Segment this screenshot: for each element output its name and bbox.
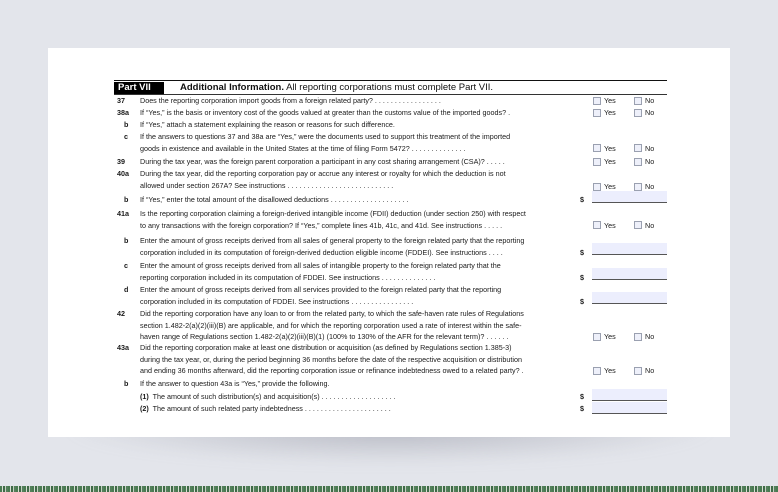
amount-input-41d[interactable] [592,292,667,304]
yes-checkbox[interactable] [593,367,601,375]
yes-checkbox[interactable] [593,183,601,191]
yes-checkbox[interactable] [593,158,601,166]
amount-input-40b[interactable] [592,191,667,203]
no-checkbox[interactable] [634,183,642,191]
question-text: Enter the amount of gross receipts derived from all sales of general property to the foreign related party that the reporting [140,236,525,245]
question-text: section 1.482-2(a)(2)(iii)(B) are applicable, and for which the reporting corporation used a rate of interest within the safe- [140,320,522,330]
yes-no-group: Yes No [593,143,675,155]
no-checkbox[interactable] [634,221,642,229]
question-number: 42 [117,309,125,318]
amount-input-41c[interactable] [592,268,667,280]
yes-no-group: Yes No [593,331,675,343]
question-number: 43a [117,343,129,352]
question-text: during the tax year, or, during the period beginning 36 months before the date of the respective acquisition or distribution [140,354,522,364]
question-text: If the answer to question 43a is “Yes,” provide the following. [140,379,330,388]
yes-no-group: Yes No [593,181,675,193]
no-checkbox[interactable] [634,333,642,341]
question-number: 38a [117,108,129,117]
question-text: to any transactions with the foreign corporation? If “Yes,” complete lines 41b, 41c, and 41d. See instructions . . . . . [140,220,503,230]
yes-checkbox[interactable] [593,221,601,229]
yes-no-group: Yes No [593,156,675,168]
yes-checkbox[interactable] [593,97,601,105]
question-text: During the tax year, did the reporting corporation pay or accrue any interest or royalty for which the deduction is not [140,169,506,178]
yes-checkbox[interactable] [593,144,601,152]
question-number: c [124,132,128,141]
part-header [114,80,667,95]
question-text: corporation included in its computation of foreign-derived deduction eligible income (FDDEI). See instructions . . . . [140,247,503,257]
question-number: 40a [117,169,129,178]
question-text: reporting corporation included in its computation of FDDEI. See instructions . . . . . . . . . . . . . . [140,272,436,282]
yes-no-group: Yes No [593,220,675,232]
question-number: 37 [117,96,125,105]
question-number: b [124,120,129,129]
yes-no-group: Yes No [593,107,675,119]
no-checkbox[interactable] [634,144,642,152]
question-number: c [124,261,128,270]
question-text: allowed under section 267A? See instructions . . . . . . . . . . . . . . . . . . . . . . . . . . . [140,180,394,190]
no-checkbox[interactable] [634,97,642,105]
question-text: goods in existence and available in the United States at the time of filing Form 5472? . . . . . . . . . . . . . . [140,143,466,153]
yes-no-group: Yes No [593,365,675,377]
yes-checkbox[interactable] [593,109,601,117]
question-number: d [124,285,129,294]
question-text: and ending 36 months afterward, did the reporting corporation issue or refinance indebtedness owed to a related party? . [140,366,524,375]
question-text: If “Yes,” attach a statement explaining the reason or reasons for such difference. [140,120,395,129]
question-text: If the answers to questions 37 and 38a are “Yes,” were the documents used to support this treatment of the imported [140,132,511,141]
question-number: 39 [117,157,125,166]
no-checkbox[interactable] [634,109,642,117]
no-checkbox[interactable] [634,158,642,166]
question-text: Enter the amount of gross receipts derived from all sales of intangible property to the foreign related party that the [140,261,501,270]
part-badge: Part VII [114,82,164,94]
question-text: Does the reporting corporation import goods from a foreign related party? . . . . . . . . . . . . . . . . . [140,96,441,105]
amount-input-41b[interactable] [592,243,667,255]
amount-input-43b-2[interactable] [592,402,667,414]
part-title: Additional Information. All reporting corporations must complete Part VII. [180,82,494,93]
question-number: b [124,236,129,245]
question-text: If “Yes,” enter the total amount of the disallowed deductions . . . . . . . . . . . . . . . . . . . . [140,195,409,204]
amount-input-43b-1[interactable] [592,389,667,401]
question-text: If “Yes,” is the basis or inventory cost of the goods valued at greater than the customs value of the imported goods? . [140,108,511,117]
question-number: b [124,195,129,204]
no-checkbox[interactable] [634,367,642,375]
bottom-strip [0,486,778,492]
question-text: Enter the amount of gross receipts derived from all services provided to the foreign related party that the reporting [140,285,502,294]
question-text: haven range of Regulations section 1.482-2(a)(2)(iii)(B)(1) (100% to 130% of the AFR for the relevant term)? . . . . . . [140,332,509,341]
question-number: b [124,379,129,388]
question-text: Did the reporting corporation make at least one distribution or acquisition (as defined by Regulations section 1.385-3) [140,343,512,352]
question-text: corporation included in its computation of FDDEI. See instructions . . . . . . . . . . . . . . . . [140,296,414,306]
question-text: Is the reporting corporation claiming a foreign-derived intangible income (FDII) deduction (under section 250) with respect [140,209,526,218]
question-number: 41a [117,209,129,218]
yes-checkbox[interactable] [593,333,601,341]
question-text: During the tax year, was the foreign parent corporation a participant in any cost sharing arrangement (CSA)? . . . . . [140,157,505,166]
yes-no-group: Yes No [593,95,675,107]
question-text: Did the reporting corporation have any loan to or from the related party, to which the safe-haven rate rules of Regulations [140,309,524,318]
